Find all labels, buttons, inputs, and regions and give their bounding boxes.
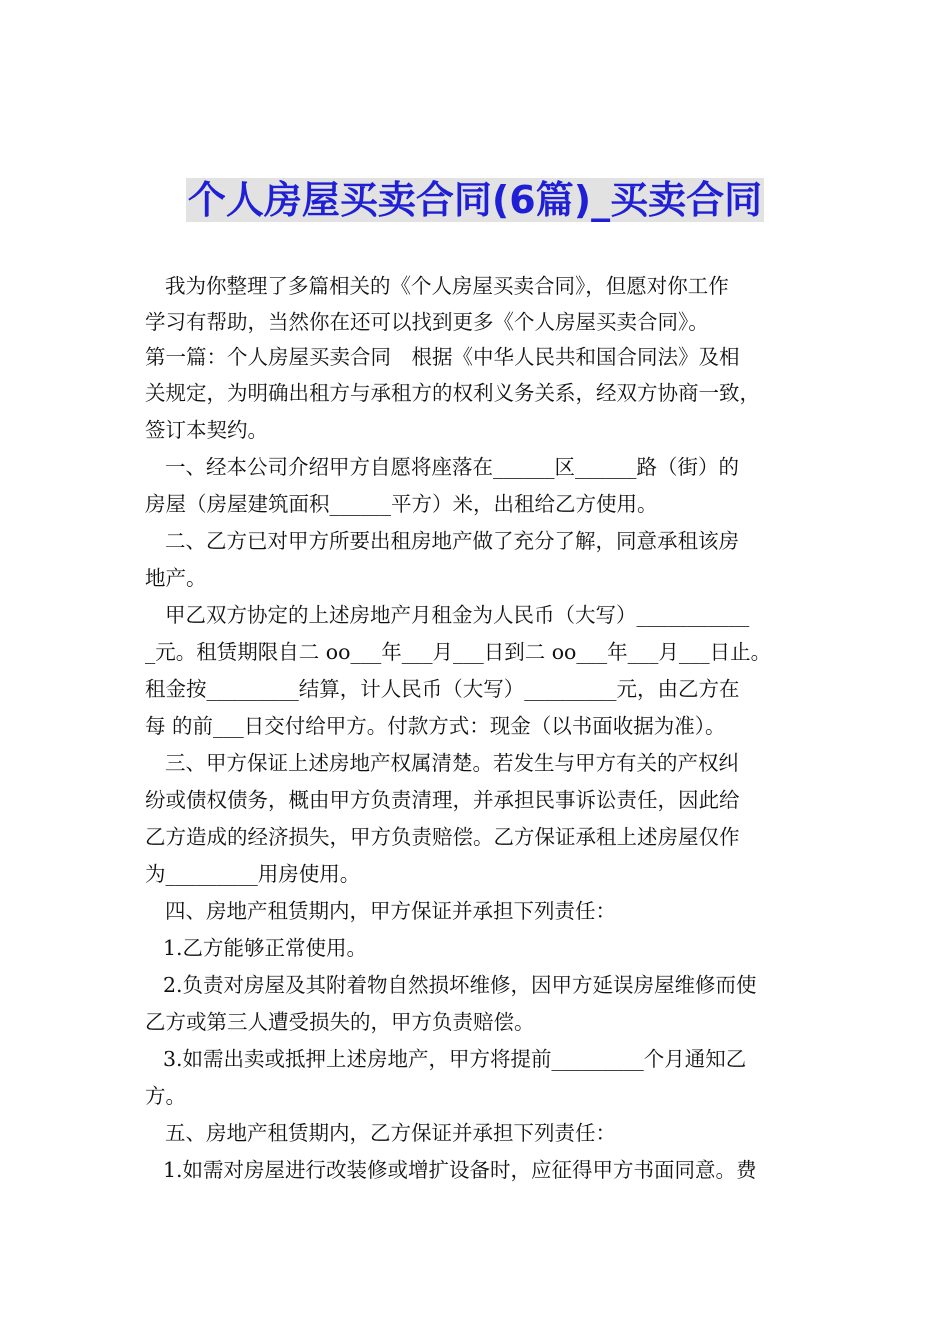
paragraph-line: 为_________用房使用。 xyxy=(145,862,361,886)
paragraph-line: 甲乙双方协定的上述房地产月租金为人民币（大写）___________ xyxy=(165,603,750,627)
paragraph-line: 房屋（房屋建筑面积______平方）米，出租给乙方使用。 xyxy=(145,492,658,516)
document-title: 个人房屋买卖合同(6篇)_买卖合同 xyxy=(187,178,763,222)
paragraph-line: 租金按_________结算，计人民币（大写）_________元，由乙方在 xyxy=(145,677,740,701)
paragraph-line: 乙方或第三人遭受损失的，甲方负责赔偿。 xyxy=(145,1010,535,1034)
paragraph-line: _元。租赁期限自二 oo___年___月___日到二 oo___年___月___日止。 xyxy=(145,640,772,664)
paragraph-line: 纷或债权债务，概由甲方负责清理，并承担民事诉讼责任，因此给 xyxy=(145,788,740,812)
paragraph-line: 关规定，为明确出租方与承租方的权利义务关系，经双方协商一致， xyxy=(145,381,760,405)
paragraph-line: 我为你整理了多篇相关的《个人房屋买卖合同》，但愿对你工作 xyxy=(165,274,729,298)
paragraph-line: 每 的前___日交付给甲方。付款方式：现金（以书面收据为准）。 xyxy=(145,714,726,738)
title-container xyxy=(0,178,950,222)
paragraph-line: 签订本契约。 xyxy=(145,418,268,442)
paragraph-line: 学习有帮助，当然你在还可以找到更多《个人房屋买卖合同》。 xyxy=(145,310,709,334)
paragraph-line: 3.如需出卖或抵押上述房地产，甲方将提前_________个月通知乙 xyxy=(163,1047,747,1071)
paragraph-line: 2.负责对房屋及其附着物自然损坏维修，因甲方延误房屋维修而使 xyxy=(163,973,757,997)
paragraph-line: 地产。 xyxy=(145,566,207,590)
paragraph-line: 1.如需对房屋进行改装修或增扩设备时，应征得甲方书面同意。费 xyxy=(163,1158,757,1182)
paragraph-line: 1.乙方能够正常使用。 xyxy=(163,936,368,960)
paragraph-line: 方。 xyxy=(145,1084,186,1108)
paragraph-line: 一、经本公司介绍甲方自愿将座落在______区______路（街）的 xyxy=(165,455,739,479)
paragraph-line: 三、甲方保证上述房地产权属清楚。若发生与甲方有关的产权纠 xyxy=(165,751,739,775)
paragraph-line: 第一篇：个人房屋买卖合同 根据《中华人民共和国合同法》及相 xyxy=(145,345,740,369)
document-body xyxy=(145,268,810,1189)
paragraph-line: 二、乙方已对甲方所要出租房地产做了充分了解，同意承租该房 xyxy=(165,529,739,553)
paragraph-line: 五、房地产租赁期内，乙方保证并承担下列责任： xyxy=(165,1121,616,1145)
paragraph-line: 四、房地产租赁期内，甲方保证并承担下列责任： xyxy=(165,899,616,923)
paragraph-line: 乙方造成的经济损失，甲方负责赔偿。乙方保证承租上述房屋仅作 xyxy=(145,825,740,849)
